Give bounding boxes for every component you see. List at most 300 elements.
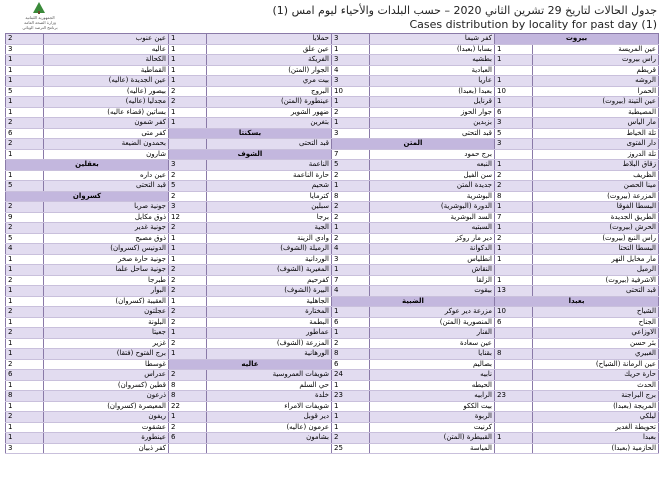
case-count: 1 [169,107,207,118]
case-count [495,412,533,423]
case-count: 2 [332,202,370,213]
locality-name: عاريا [370,76,495,87]
locality-name: ذوق مصبح [44,233,169,244]
locality-name: برج حمود [370,149,495,160]
locality-name: بساتين (قضاء عاليه) [44,107,169,118]
locality-name: عين الجديدة (عاليه) [44,76,169,87]
table-row [6,233,659,244]
locality-name: بيت مري [207,76,332,87]
case-count: 3 [495,118,533,129]
case-count: 2 [495,233,533,244]
case-count: 4 [332,65,370,76]
locality-name: الربوة [370,412,495,423]
locality-name: عرمون (عاليه) [207,422,332,433]
table-row [6,128,659,139]
locality-name: الدكوانة [370,244,495,255]
locality-name: غزير [44,338,169,349]
case-count: 2 [169,422,207,433]
table-row [6,118,659,129]
locality-name: عماطور [207,328,332,339]
locality-name: حي السلم [207,380,332,391]
locality-name: حارة حريك [533,370,659,381]
locality-name: البيرة (الشوف) [207,286,332,297]
case-count: 2 [169,317,207,328]
case-count: 1 [495,97,533,108]
case-count: 1 [495,433,533,444]
locality-name: قبد التحتى [44,181,169,192]
case-count: 8 [332,349,370,360]
case-count: 6 [6,128,44,139]
table-row [6,55,659,66]
locality-name: عين الرمانة (الشياح) [533,359,659,370]
table-row [6,401,659,412]
case-count: 1 [332,422,370,433]
table-row [6,181,659,192]
case-count: 1 [6,286,44,297]
locality-name: جونية صربا [44,202,169,213]
locality-name: الكحالة [44,55,169,66]
locality-name: كترمايا [207,191,332,202]
case-count [495,338,533,349]
locality-name: الغبيري [533,349,659,360]
locality-name: جوار الحوز [370,107,495,118]
locality-name: شويفات العمروسية [207,370,332,381]
case-count: 9 [6,212,44,223]
case-count [495,149,533,160]
locality-name: مار الياس [533,118,659,129]
case-count: 25 [332,443,370,454]
case-count: 1 [169,118,207,129]
locality-name: البوشرية [370,191,495,202]
case-count: 1 [169,328,207,339]
locality-name: البوار [44,286,169,297]
case-count [169,139,207,150]
case-count [495,65,533,76]
case-count: 2 [169,191,207,202]
locality-name: الجية [207,223,332,234]
title-english: Cases distribution by locality for past day (1) [409,18,657,31]
table-row [6,275,659,286]
district-header: الشوف [169,149,332,160]
table-row [6,359,659,370]
case-count: 1 [495,244,533,255]
case-count: 5 [332,160,370,171]
locality-name: الاشرفية (بيروت) [533,275,659,286]
case-count: 1 [169,65,207,76]
district-header: المتن [332,139,495,150]
locality-name: الحازمية (بعبدا) [533,443,659,454]
locality-name: البروج [207,86,332,97]
case-count: 2 [6,139,44,150]
case-count: 1 [332,44,370,55]
case-count: 2 [169,370,207,381]
case-count: 12 [169,212,207,223]
table-row [6,65,659,76]
case-count: 1 [169,55,207,66]
case-count [495,359,533,370]
locality-name: المختارة [207,307,332,318]
locality-name: البسطا التحتا [533,244,659,255]
locality-name: كرنيت [370,422,495,433]
case-count: 1 [6,422,44,433]
case-count: 3 [6,443,44,454]
case-count: 24 [332,370,370,381]
locality-name: نابيه [370,370,495,381]
locality-name: عينطورة [44,433,169,444]
case-count: 1 [6,317,44,328]
locality-name: عين علق [207,44,332,55]
case-count: 1 [495,275,533,286]
case-count: 3 [332,34,370,45]
case-count: 1 [6,296,44,307]
case-count: 8 [169,380,207,391]
case-count: 2 [6,359,44,370]
case-count: 1 [169,254,207,265]
case-count: 2 [169,97,207,108]
case-count: 1 [6,76,44,87]
case-count: 8 [6,391,44,402]
case-count: 1 [495,223,533,234]
case-count: 2 [169,265,207,276]
locality-name: مينا الحصن [533,181,659,192]
case-count: 5 [6,181,44,192]
locality-name: راس النبع (بيروت) [533,233,659,244]
locality-name: بيصور (عاليه) [44,86,169,97]
case-count: 10 [332,86,370,97]
table-row [6,349,659,360]
case-count: 7 [332,275,370,286]
locality-name: بئر حسن [533,338,659,349]
locality-name: العبادية [370,65,495,76]
case-count: 3 [332,254,370,265]
case-count [495,422,533,433]
locality-name: المغيرية (الشوف) [207,265,332,276]
case-count: 2 [169,338,207,349]
locality-name: انطلياس [370,254,495,265]
case-count: 3 [495,139,533,150]
case-count: 1 [6,254,44,265]
locality-name: بشامون [207,433,332,444]
case-count [495,370,533,381]
locality-name: الشياح [533,307,659,318]
locality-name: ذوق مكايل [44,212,169,223]
case-count: 7 [332,149,370,160]
case-count: 1 [169,412,207,423]
case-count: 2 [495,170,533,181]
case-count: 5 [6,86,44,97]
locality-name: الحمرا [533,86,659,97]
district-header: بيروت [495,34,659,45]
locality-name: الورهانية [207,349,332,360]
table-row [6,44,659,55]
case-count: 2 [332,433,370,444]
locality-name: عين المريسة [533,44,659,55]
locality-name: المنصورية (المتن) [370,317,495,328]
locality-name: شحيم [207,181,332,192]
locality-name: برج الفتوح (فتقا) [44,349,169,360]
locality-name: بتغرين [207,118,332,129]
locality-name: المزرعة (الشوف) [207,338,332,349]
case-count: 10 [495,86,533,97]
table-row [6,307,659,318]
locality-name: حارة الناعمة [207,170,332,181]
case-count: 1 [495,44,533,55]
locality-name: الجاهلية [207,296,332,307]
locality-name: البسطا الفوقا [533,202,659,213]
case-count: 1 [6,170,44,181]
locality-name: عين داره [44,170,169,181]
table-row [6,34,659,45]
case-count: 1 [6,433,44,444]
locality-name: شويفات الامراء [207,401,332,412]
locality-name: المياسة [370,443,495,454]
case-count: 1 [495,160,533,171]
locality-name: القماطية [44,65,169,76]
locality-name: الرميلة (الشوف) [207,244,332,255]
case-count: 6 [6,370,44,381]
locality-name: ريفون [44,412,169,423]
locality-name: عاليه [44,44,169,55]
case-count: 8 [169,391,207,402]
table-row [6,443,659,454]
district-header: بعقلين [6,160,169,171]
table-row [6,97,659,108]
case-count [495,328,533,339]
case-count: 1 [169,244,207,255]
locality-name: الجوار (المتن) [207,65,332,76]
case-count: 1 [6,338,44,349]
locality-name: القبيطرة (المتن) [370,433,495,444]
locality-name: بيقوت [370,286,495,297]
district-header: بسكنتا [169,128,332,139]
case-count [169,443,207,454]
case-count: 2 [332,107,370,118]
locality-name: دير قوبل [207,412,332,423]
locality-name: قرنايل [370,97,495,108]
case-count: 1 [495,55,533,66]
locality-name: مجدليا (عاليه) [44,97,169,108]
case-count: 6 [495,317,533,328]
locality-name: راس بيروت [533,55,659,66]
locality-name: مزرعة دير عوكر [370,307,495,318]
locality-name: الفنار [370,328,495,339]
table-row [6,170,659,181]
case-count: 1 [169,34,207,45]
case-count: 2 [332,212,370,223]
locality-name: بسابا (بعبدا) [370,44,495,55]
locality-name: عدراس [44,370,169,381]
case-count [495,443,533,454]
locality-name: بزبدين [370,118,495,129]
case-count: 23 [495,391,533,402]
case-count: 1 [332,307,370,318]
locality-name: عينطورة (المتن) [207,97,332,108]
report-header [0,0,663,34]
locality-name: عين التينة (بيروت) [533,97,659,108]
locality-name: قبد التحتى [533,286,659,297]
district-header: عاليه [169,359,332,370]
table-row [6,286,659,297]
locality-name: بقنايا [370,349,495,360]
locality-name: سن الفيل [370,170,495,181]
locality-name: الحرش (بيروت) [533,223,659,234]
case-count: 1 [6,97,44,108]
locality-name: السد البوشرية [370,212,495,223]
case-count: 13 [495,286,533,297]
case-count: 1 [6,65,44,76]
locality-name: بحمدون الضيعة [44,139,169,150]
case-count [495,401,533,412]
case-count: 1 [6,401,44,412]
case-count: 8 [495,191,533,202]
logo-line-1: الجمهورية اللبنانية [25,15,55,20]
case-count: 8 [332,191,370,202]
locality-name: عين عنوب [44,34,169,45]
locality-name: كفر متى [44,128,169,139]
case-count: 23 [332,391,370,402]
locality-name: جونية حارة صخر [44,254,169,265]
cedar-icon [32,2,46,14]
table-row [6,86,659,97]
locality-name: برج البراجنة [533,391,659,402]
case-count: 8 [495,349,533,360]
locality-name: تحويطة الغدير [533,422,659,433]
case-count: 6 [495,107,533,118]
locality-name: الفريكة [207,55,332,66]
case-count: 1 [495,76,533,87]
case-count: 4 [332,244,370,255]
locality-name: الحيطه [370,380,495,391]
locality-name: السبتيه [370,223,495,234]
table-row [6,380,659,391]
table-row [6,191,659,202]
locality-name: الرابيه [370,391,495,402]
locality-name: الناعمة [207,160,332,171]
table-row [6,139,659,150]
case-count: 1 [6,55,44,66]
case-count: 2 [169,286,207,297]
locality-name: المريجة (بعبدا) [533,401,659,412]
case-count: 1 [332,97,370,108]
case-count: 3 [169,202,207,213]
table-row [6,76,659,87]
locality-name: المزرعة (بيروت) [533,191,659,202]
locality-name: حملايا [207,34,332,45]
locality-name: جونية ساحل علما [44,265,169,276]
table-row [6,244,659,255]
locality-name: النبعه [370,160,495,171]
case-count: 2 [169,170,207,181]
table-row [6,317,659,328]
case-count: 3 [332,128,370,139]
locality-name: مار مخايل النهر [533,254,659,265]
locality-name: الاوزاعي [533,328,659,339]
district-header: الضبية [332,296,495,307]
case-count: 3 [332,55,370,66]
locality-name: الرميل [533,265,659,276]
locality-name: زقاق البلاط [533,160,659,171]
locality-name: خلدة [207,391,332,402]
locality-name: البطمة [207,317,332,328]
locality-name: دار الفتوى [533,139,659,150]
case-count: 2 [6,307,44,318]
case-count: 2 [169,223,207,234]
table-row [6,391,659,402]
case-count: 2 [6,118,44,129]
table-row [6,422,659,433]
locality-name: كفر شيما [370,34,495,45]
case-count: 1 [332,118,370,129]
case-count: 1 [169,233,207,244]
locality-name: الروشه [533,76,659,87]
locality-name: بعبدا [533,433,659,444]
locality-name: كفر ذبيان [44,443,169,454]
locality-name: تلة الخياط [533,128,659,139]
case-count: 2 [495,181,533,192]
case-count: 1 [6,265,44,276]
case-count: 2 [6,275,44,286]
locality-name: شارون [44,149,169,160]
locality-name: عشقوت [44,422,169,433]
case-count: 2 [169,275,207,286]
case-count: 1 [169,76,207,87]
logo-line-2: وزارة الصحة العامة [24,20,56,25]
case-count: 2 [169,86,207,97]
locality-name: قطين (كسروان) [44,380,169,391]
case-count: 5 [6,233,44,244]
table-row [6,254,659,265]
case-count: 6 [169,433,207,444]
case-count [495,380,533,391]
locality-name: كفرحيم [207,275,332,286]
locality-name: الزلقا [370,275,495,286]
case-count: 1 [169,349,207,360]
locality-name [207,443,332,454]
locality-name: المعيصرة (كسروان) [44,401,169,412]
case-count: 22 [169,401,207,412]
case-count: 3 [332,76,370,87]
locality-name: البلونة [44,317,169,328]
locality-name: قبد التحتى [370,128,495,139]
case-count [495,265,533,276]
case-count: 1 [6,380,44,391]
table-row [6,212,659,223]
locality-name: الدورة (البوشرية) [370,202,495,213]
table-row [6,412,659,423]
case-count: 1 [332,380,370,391]
locality-name: عجلتون [44,307,169,318]
case-count: 4 [332,286,370,297]
case-count: 1 [332,223,370,234]
locality-name: بطشيه [370,55,495,66]
table-row [6,328,659,339]
table-row [6,149,659,160]
case-count: 1 [332,181,370,192]
case-count: 2 [332,338,370,349]
case-count: 3 [6,44,44,55]
locality-name: طبرجا [44,275,169,286]
locality-name: غوسطا [44,359,169,370]
case-count: 1 [332,412,370,423]
table-row [6,433,659,444]
case-count: 2 [169,307,207,318]
locality-name: عين سعادة [370,338,495,349]
case-count: 1 [332,401,370,412]
table-row [6,202,659,213]
case-count: 6 [332,359,370,370]
locality-name: الوردانية [207,254,332,265]
case-count: 2 [332,233,370,244]
